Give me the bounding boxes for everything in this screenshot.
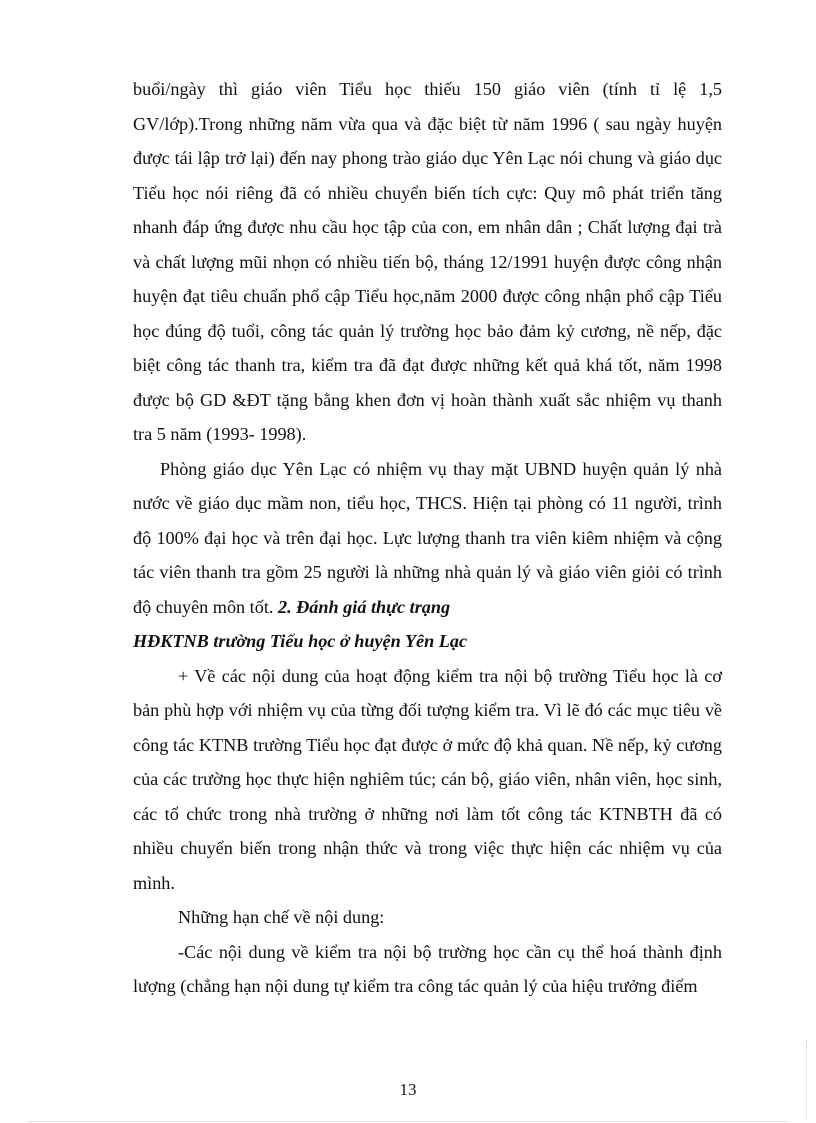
section-heading-continued: HĐKTNB trường Tiểu học ở huyện Yên Lạc bbox=[133, 631, 468, 651]
page-border-bottom bbox=[28, 1121, 788, 1122]
page-number: 13 bbox=[399, 1080, 417, 1099]
paragraph-department bbox=[133, 452, 722, 625]
paragraph-content-assessment: + Về các nội dung của hoạt động kiểm tra nội bộ trường Tiểu học là cơ bản phù hợp với nhiệm vụ của từng đối tượng kiểm tra. Vì lẽ đó các mục tiêu về công tác KTNB trường Tiểu học đạt được ở mức độ khả quan. Nề nếp, kỷ cương của các trường học thực hiện nghiêm túc; cán bộ, giáo viên, nhân viên, học sinh, các tổ chức trong nhà trường ở những nơi làm tốt công tác KTNBTH đã có nhiều chuyển biến trong nhận thức và trong việc thực hiện các nhiệm vụ của mình. bbox=[133, 665, 722, 893]
section-heading: 2. Đánh giá thực trạng bbox=[277, 596, 451, 617]
paragraph-context: buổi/ngày thì giáo viên Tiểu học thiếu 150 giáo viên (tính tỉ lệ 1,5 GV/lớp).Trong những năm vừa qua và đặc biệt từ năm 1996 ( sau ngày huyện được tái lập trở lại) đến nay phong trào giáo dục Yên Lạc nói chung và giáo dục Tiểu học nói riêng đã có nhiều chuyển biến tích cực: Quy mô phát triển tăng nhanh đáp ứng được nhu cầu học tập của con, em nhân dân ; Chất lượng đại trà và chất lượng mũi nhọn có nhiều tiến bộ, tháng 12/1991 huyện được công nhận huyện đạt tiêu chuẩn phổ cập Tiểu học,năm 2000 được công nhận phổ cập Tiểu học đúng độ tuổi, công tác quản lý trường học bảo đảm kỷ cương, nề nếp, đặc biệt công tác thanh tra, kiểm tra đã đạt được những kết quả khá tốt, năm 1998 được bộ GD &ĐT tặng bằng khen đơn vị hoàn thành xuất sắc nhiệm vụ thanh tra 5 năm (1993- 1998). bbox=[133, 79, 722, 444]
page-border-right bbox=[806, 1040, 807, 1120]
body-text bbox=[133, 72, 722, 1004]
paragraph-department-text: Phòng giáo dục Yên Lạc có nhiệm vụ thay mặt UBND huyện quản lý nhà nước về giáo dục mầm non, tiểu học, THCS. Hiện tại phòng có 11 người, trình độ 100% đại học và trên đại học. Lực lượng thanh tra viên kiêm nhiệm và cộng tác viên thanh tra gồm 25 người là những nhà quản lý và giáo viên giỏi có trình độ chuyên môn tốt. bbox=[133, 458, 722, 617]
paragraph-limitations: -Các nội dung về kiểm tra nội bộ trường học cần cụ thể hoá thành định lượng (chẳng hạn nội dung tự kiểm tra công tác quản lý của hiệu trưởng điểm bbox=[133, 941, 722, 996]
paragraph-limitations-title: Những hạn chế về nội dung: bbox=[178, 907, 385, 927]
